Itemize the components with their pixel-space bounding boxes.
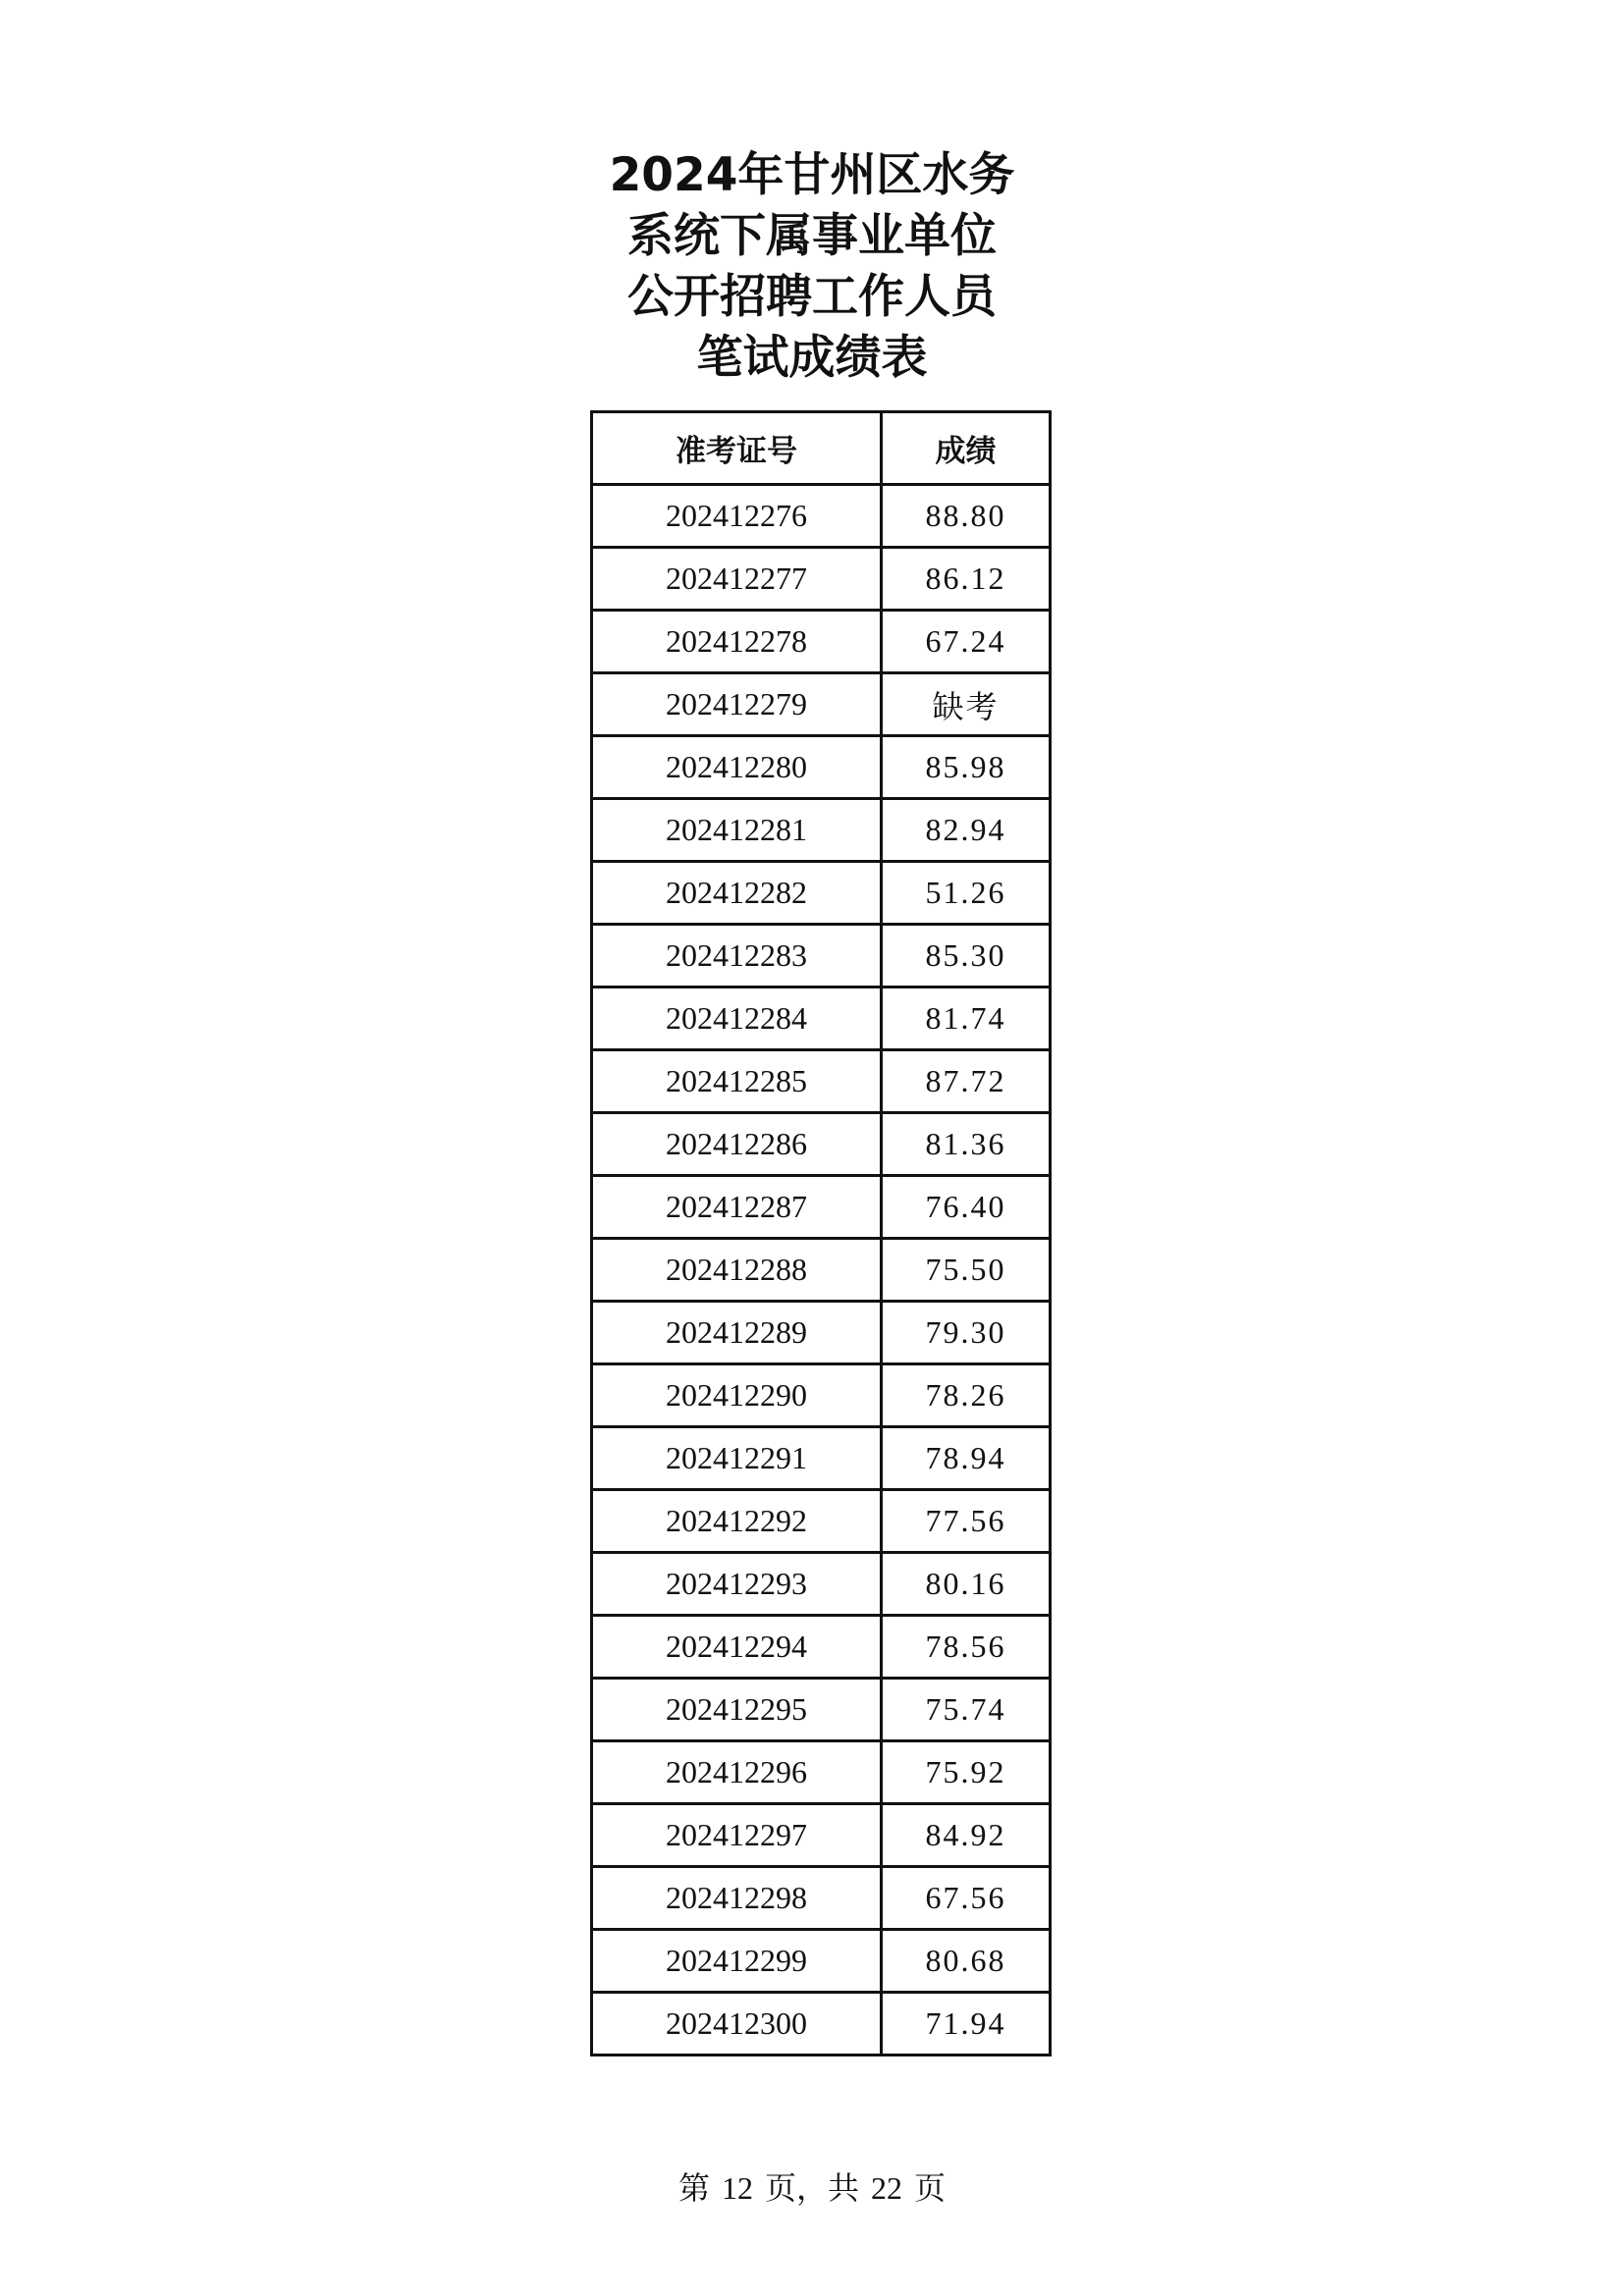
score-cell: 88.80 [882,485,1051,548]
exam-id-cell: 202412286 [592,1113,882,1176]
score-cell: 80.68 [882,1930,1051,1993]
table-row [592,1050,1051,1113]
table-row [592,1867,1051,1930]
exam-id-cell: 202412284 [592,988,882,1050]
table-row [592,736,1051,799]
scores-table [590,410,1052,2056]
table-row [592,485,1051,548]
table-row [592,988,1051,1050]
score-cell: 67.24 [882,611,1051,673]
table-row [592,1679,1051,1741]
score-cell: 71.94 [882,1993,1051,2056]
table-row [592,1176,1051,1239]
exam-id-cell: 202412298 [592,1867,882,1930]
table-body [592,485,1051,2056]
table-row [592,1490,1051,1553]
score-cell: 77.56 [882,1490,1051,1553]
score-cell: 84.92 [882,1804,1051,1867]
exam-id-cell: 202412281 [592,799,882,862]
exam-id-cell: 202412276 [592,485,882,548]
score-cell: 75.50 [882,1239,1051,1302]
score-cell: 87.72 [882,1050,1051,1113]
exam-id-cell: 202412288 [592,1239,882,1302]
score-cell: 86.12 [882,548,1051,611]
table-row [592,1302,1051,1364]
table-row [592,862,1051,925]
table-row [592,925,1051,988]
table-header-row [592,412,1051,485]
score-cell: 85.30 [882,925,1051,988]
exam-id-cell: 202412289 [592,1302,882,1364]
table-row [592,1553,1051,1616]
table-row [592,1616,1051,1679]
exam-id-cell: 202412300 [592,1993,882,2056]
header-exam-id: 准考证号 [592,412,882,485]
score-cell: 67.56 [882,1867,1051,1930]
header-score: 成绩 [882,412,1051,485]
title-line: 笔试成绩表 [696,331,928,385]
score-cell: 缺考 [882,673,1051,736]
exam-id-cell: 202412296 [592,1741,882,1804]
exam-id-cell: 202412293 [592,1553,882,1616]
score-cell: 81.36 [882,1113,1051,1176]
exam-id-cell: 202412277 [592,548,882,611]
table-row [592,1113,1051,1176]
document-title [0,145,1624,389]
exam-id-cell: 202412297 [592,1804,882,1867]
score-cell: 75.92 [882,1741,1051,1804]
score-cell: 85.98 [882,736,1051,799]
exam-id-cell: 202412287 [592,1176,882,1239]
table-row [592,611,1051,673]
table-row [592,1930,1051,1993]
exam-id-cell: 202412294 [592,1616,882,1679]
table-row [592,799,1051,862]
exam-id-cell: 202412285 [592,1050,882,1113]
exam-id-cell: 202412292 [592,1490,882,1553]
score-cell: 78.26 [882,1364,1051,1427]
table-row [592,1364,1051,1427]
score-cell: 75.74 [882,1679,1051,1741]
exam-id-cell: 202412283 [592,925,882,988]
page-footer: 第 12 页，共 22 页 [677,2170,946,2206]
exam-id-cell: 202412278 [592,611,882,673]
score-cell: 76.40 [882,1176,1051,1239]
score-cell: 81.74 [882,988,1051,1050]
table-row [592,1239,1051,1302]
table-row [592,1993,1051,2056]
exam-id-cell: 202412299 [592,1930,882,1993]
exam-id-cell: 202412295 [592,1679,882,1741]
exam-id-cell: 202412279 [592,673,882,736]
title-line: 公开招聘工作人员 [627,270,997,324]
score-cell: 51.26 [882,862,1051,925]
table-row [592,1804,1051,1867]
table-row [592,1427,1051,1490]
exam-id-cell: 202412280 [592,736,882,799]
table-row [592,1741,1051,1804]
title-line: 2024年甘州区水务 [609,148,1015,202]
exam-id-cell: 202412290 [592,1364,882,1427]
table-row [592,673,1051,736]
score-cell: 79.30 [882,1302,1051,1364]
exam-id-cell: 202412282 [592,862,882,925]
score-cell: 78.94 [882,1427,1051,1490]
score-cell: 80.16 [882,1553,1051,1616]
score-cell: 78.56 [882,1616,1051,1679]
score-cell: 82.94 [882,799,1051,862]
title-line: 系统下属事业单位 [627,209,997,263]
exam-id-cell: 202412291 [592,1427,882,1490]
table-row [592,548,1051,611]
